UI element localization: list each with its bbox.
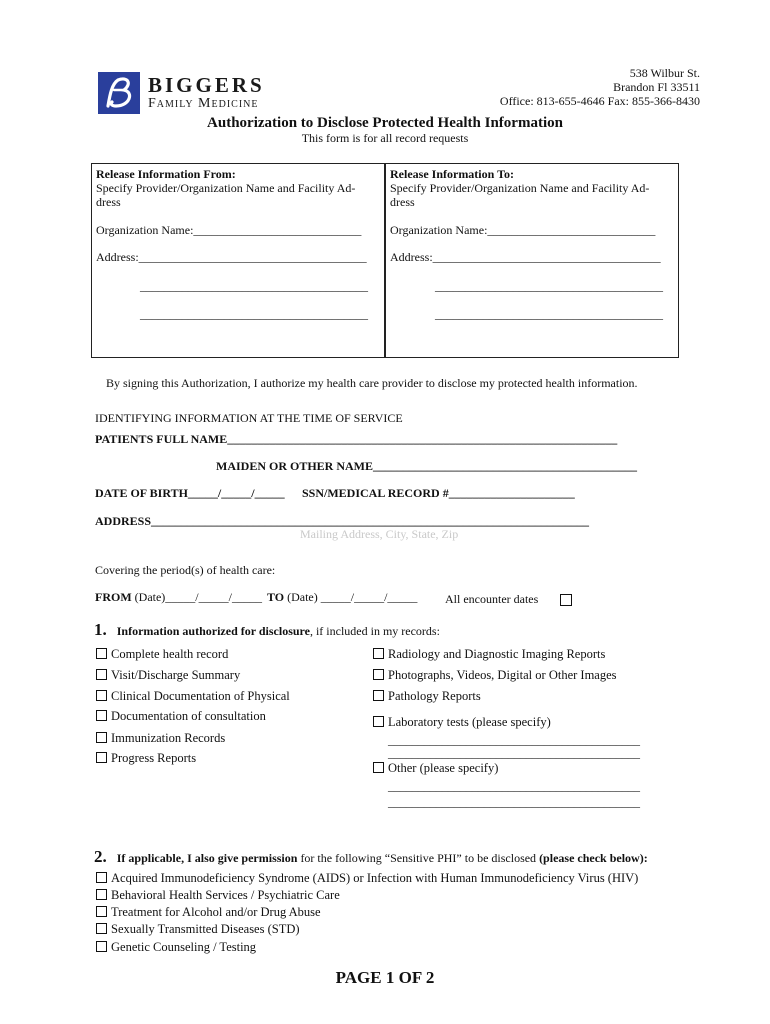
section2-item[interactable] <box>96 940 256 955</box>
release-to-section <box>390 167 670 209</box>
section1-number: 1. <box>94 620 107 639</box>
maiden-name-field[interactable]: MAIDEN OR OTHER NAME____________________________________________ <box>216 459 638 473</box>
release-to-org-field[interactable]: Organization Name:____________________________ <box>390 223 656 237</box>
checkbox[interactable] <box>373 648 384 659</box>
release-from-instruction: Specify Provider/Organization Name and Facility Ad-dress <box>96 181 356 209</box>
form-title: Authorization to Disclose Protected Health Information <box>207 115 563 131</box>
section1-left-item[interactable] <box>96 647 228 662</box>
to-label: TO <box>266 590 285 604</box>
checkbox[interactable] <box>373 762 384 773</box>
address-line-2: Brandon Fl 33511 <box>613 80 700 94</box>
date-of-birth-field[interactable]: DATE OF BIRTH_____/_____/_____ <box>95 486 285 500</box>
section2-heading-bold: If applicable, I also give permission <box>116 851 298 865</box>
address-line-1: 538 Wilbur St. <box>629 66 700 80</box>
section1-right-item[interactable] <box>373 689 481 704</box>
section1-heading-bold: Information authorized for disclosure <box>116 624 310 638</box>
release-box-divider <box>384 163 386 358</box>
section1-right-item-label: Photographs, Videos, Digital or Other Images <box>388 668 617 682</box>
checkbox[interactable] <box>96 710 107 721</box>
other-specify-line-2[interactable]: __________________________________________ <box>388 795 640 809</box>
section2-item-label: Acquired Immunodeficiency Syndrome (AIDS) or Infection with Human Immunodeficiency Virus (HIV) <box>111 871 639 885</box>
release-to-instruction: Specify Provider/Organization Name and Facility Ad-dress <box>390 181 650 209</box>
release-from-org-field[interactable]: Organization Name:____________________________ <box>96 223 362 237</box>
address-field[interactable]: ADDRESS_________________________________________________________________________ <box>95 514 590 528</box>
section1-left-item[interactable] <box>96 731 225 746</box>
clinic-address <box>500 66 700 108</box>
brand-subtitle: Family Medicine <box>148 96 259 111</box>
checkbox[interactable] <box>96 690 107 701</box>
section1-right-item[interactable] <box>373 668 617 683</box>
section2-item[interactable] <box>96 905 321 920</box>
section2-item-label: Behavioral Health Services / Psychiatric Care <box>111 888 340 902</box>
biggers-logo-icon <box>98 72 140 114</box>
checkbox[interactable] <box>96 923 107 934</box>
section2-number: 2. <box>94 847 107 866</box>
checkbox[interactable] <box>96 669 107 680</box>
address-hint: Mailing Address, City, State, Zip <box>300 527 459 541</box>
section2-item-label: Genetic Counseling / Testing <box>111 940 257 954</box>
to-date-field[interactable]: (Date) _____/_____/_____ <box>287 590 418 604</box>
section1-left-item-label: Clinical Documentation of Physical <box>111 689 290 703</box>
section1-left-item[interactable] <box>96 668 240 683</box>
checkbox[interactable] <box>96 732 107 743</box>
section1-right-item[interactable] <box>373 715 551 730</box>
other-specify-line-1[interactable]: __________________________________________ <box>388 779 640 793</box>
section1-left-item-label: Complete health record <box>111 647 229 661</box>
authorization-statement: By signing this Authorization, I authorize my health care provider to disclose my protected health information. <box>106 376 638 390</box>
section1-right-item-label: Other (please specify) <box>388 761 499 775</box>
section2-item[interactable] <box>96 888 340 903</box>
section2-heading-rest: for the following “Sensitive PHI” to be disclosed <box>297 851 540 865</box>
all-encounter-dates-checkbox[interactable] <box>560 593 572 611</box>
identifying-heading: IDENTIFYING INFORMATION AT THE TIME OF SERVICE <box>95 411 403 425</box>
section1-right-item[interactable] <box>373 647 605 662</box>
section1-left-item-label: Progress Reports <box>111 751 197 765</box>
release-from-address-line-3[interactable]: ______________________________________ <box>140 307 368 321</box>
from-date-field[interactable]: (Date)_____/_____/_____ <box>134 590 262 604</box>
section1-heading-rest: , if included in my records: <box>309 624 440 638</box>
form-subtitle: This form is for all record requests <box>301 131 469 145</box>
section1-left-item[interactable] <box>96 689 290 704</box>
section1-left-item[interactable] <box>96 751 196 766</box>
lab-tests-specify-line-2[interactable]: __________________________________________ <box>388 746 640 760</box>
release-to-heading: Release Information To: <box>390 167 514 181</box>
checkbox[interactable] <box>373 690 384 701</box>
patient-full-name-field[interactable]: PATIENTS FULL NAME_________________________________________________________________ <box>95 432 618 446</box>
section2-item-label: Sexually Transmitted Diseases (STD) <box>111 922 300 936</box>
section1-right-item-label: Laboratory tests (please specify) <box>388 715 551 729</box>
release-to-address-line-2[interactable]: ______________________________________ <box>435 279 663 293</box>
checkbox[interactable] <box>96 889 107 900</box>
release-from-heading: Release Information From: <box>96 167 236 181</box>
checkbox[interactable] <box>96 906 107 917</box>
page-number: PAGE 1 OF 2 <box>335 968 435 987</box>
checkbox[interactable] <box>96 648 107 659</box>
release-from-address-field[interactable]: Address:______________________________________ <box>96 250 367 264</box>
all-encounter-dates-label: All encounter dates <box>445 592 539 606</box>
release-from-section <box>96 167 376 209</box>
section2-item[interactable] <box>96 871 638 886</box>
section1-left-item-label: Visit/Discharge Summary <box>111 668 241 682</box>
lab-tests-specify-line-1[interactable]: __________________________________________ <box>388 733 640 747</box>
section1-left-item[interactable] <box>96 709 266 724</box>
section2-item-label: Treatment for Alcohol and/or Drug Abuse <box>111 905 321 919</box>
period-from-row[interactable] <box>95 590 417 604</box>
section1-right-item-label: Radiology and Diagnostic Imaging Reports <box>388 647 606 661</box>
checkbox[interactable] <box>96 941 107 952</box>
checkbox[interactable] <box>96 752 107 763</box>
checkbox[interactable] <box>373 716 384 727</box>
address-line-3: Office: 813-655-4646 Fax: 855-366-8430 <box>499 94 700 108</box>
section1-left-item-label: Immunization Records <box>111 731 226 745</box>
checkbox[interactable] <box>373 669 384 680</box>
section1-heading <box>94 620 440 640</box>
release-to-address-field[interactable]: Address:______________________________________ <box>390 250 661 264</box>
release-to-address-line-3[interactable]: ______________________________________ <box>435 307 663 321</box>
section1-right-item-label: Pathology Reports <box>388 689 481 703</box>
from-label: FROM <box>95 590 132 604</box>
brand-name: BIGGERS <box>148 73 265 97</box>
section2-heading-bold-end: (please check below): <box>539 851 648 865</box>
section1-left-item-label: Documentation of consultation <box>111 709 266 723</box>
release-from-address-line-2[interactable]: ______________________________________ <box>140 279 368 293</box>
checkbox[interactable] <box>96 872 107 883</box>
section2-heading <box>94 847 648 867</box>
section1-right-item[interactable] <box>373 761 498 776</box>
period-label: Covering the period(s) of health care: <box>95 563 276 577</box>
ssn-medical-record-field[interactable]: SSN/MEDICAL RECORD #_____________________ <box>302 486 575 500</box>
section2-item[interactable] <box>96 922 300 937</box>
